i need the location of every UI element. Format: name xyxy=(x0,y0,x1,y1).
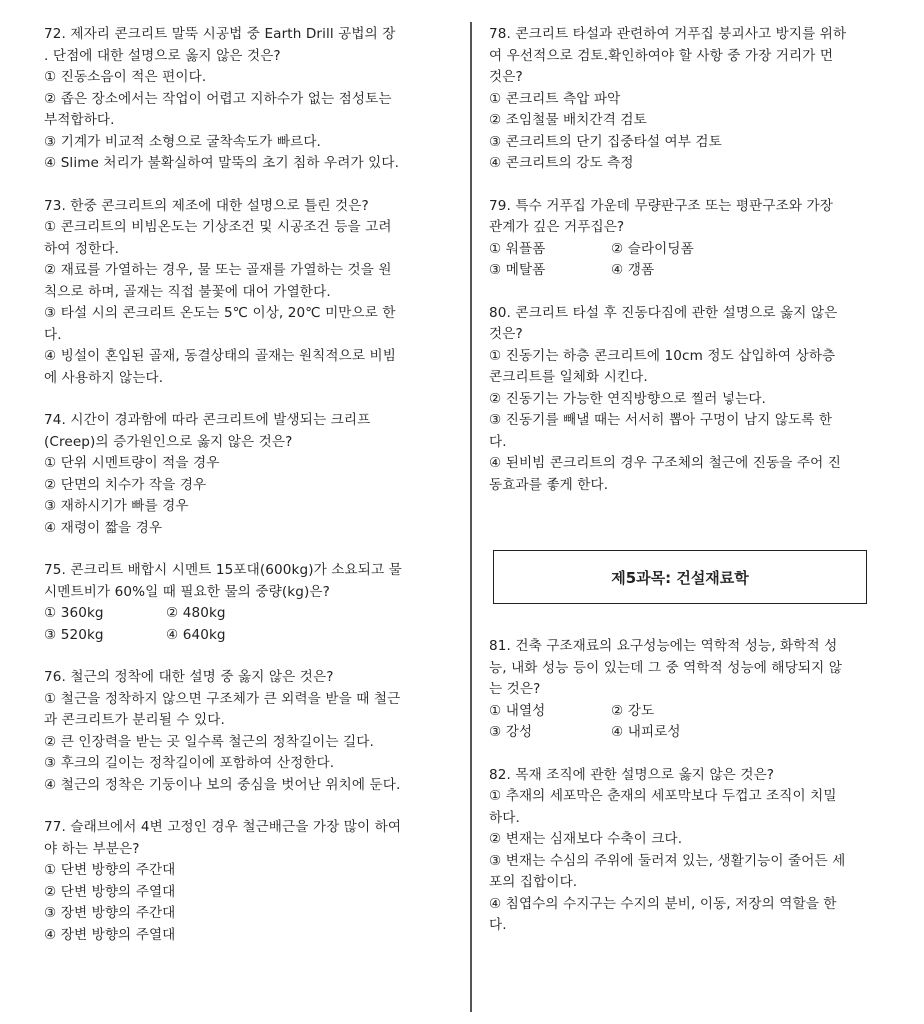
question-line: ③ 재하시기가 빠를 경우 xyxy=(44,498,189,514)
question-line: 82. 목재 조직에 관한 설명으로 옳지 않은 것은? xyxy=(489,766,775,783)
question-line: ③ 변재는 수심의 주위에 둘러져 있는, 생활기능이 줄어든 세 xyxy=(489,852,846,869)
question-line: ④ 침엽수의 수지구는 수지의 분비, 이동, 저장의 역할을 한 xyxy=(489,895,837,912)
choice-option: ② 슬라이딩폼 xyxy=(611,240,694,257)
question-line: 부적합하다. xyxy=(44,112,115,128)
choice-option: ② 480kg xyxy=(166,605,226,621)
question-line: ④ 콘크리트의 강도 측정 xyxy=(489,155,634,171)
question-block xyxy=(44,667,456,796)
question-block xyxy=(44,196,456,390)
question-line: 다. xyxy=(44,326,62,343)
question-line: ③ 진동기를 빼낼 때는 서서히 뽑아 구멍이 남지 않도록 한 xyxy=(489,412,833,428)
question-line: 것은? xyxy=(489,326,523,342)
question-line: ② 진동기는 가능한 연직방향으로 찔러 넣는다. xyxy=(489,390,766,407)
question-line: 79. 특수 거푸집 가운데 무량판구조 또는 평판구조와 가장 xyxy=(489,197,833,214)
choice-row xyxy=(44,625,456,647)
question-line: 여 우선적으로 검토.확인하여야 할 사항 중 가장 거리가 먼 xyxy=(489,47,834,64)
question-line: 칙으로 하며, 골재는 직접 불꽃에 대어 가열한다. xyxy=(44,283,331,300)
question-line: 80. 콘크리트 타설 후 진동다짐에 관한 설명으로 옳지 않은 xyxy=(489,304,838,321)
question-line: 73. 한중 콘크리트의 제조에 대한 설명으로 틀린 것은? xyxy=(44,197,369,214)
choice-option: ① 내열성 xyxy=(489,702,546,719)
question-line: ① 진동기는 하층 콘크리트에 10cm 정도 삽입하여 상하층 xyxy=(489,347,836,364)
question-block xyxy=(44,560,456,646)
question-block xyxy=(489,196,901,282)
question-line: ① 단변 방향의 주간대 xyxy=(44,862,176,878)
question-line: 것은? xyxy=(489,69,523,85)
question-line: ④ 빙설이 혼입된 골재, 동결상태의 골재는 원칙적으로 비빔 xyxy=(44,348,396,364)
column-divider xyxy=(470,22,472,1012)
question-line: 는 것은? xyxy=(489,681,541,697)
question-line: ③ 타설 시의 콘크리트 온도는 5℃ 이상, 20℃ 미만으로 한 xyxy=(44,305,396,321)
question-line: 포의 집합이다. xyxy=(489,874,578,890)
question-line: 과 콘크리트가 분리될 수 있다. xyxy=(44,712,225,728)
question-line: ② 재료를 가열하는 경우, 물 또는 골재를 가열하는 것을 원 xyxy=(44,262,392,278)
question-line: ① 진동소음이 적은 편이다. xyxy=(44,69,207,85)
choice-option: ① 360kg xyxy=(44,605,104,621)
question-line: 다. xyxy=(489,917,507,933)
question-line: ② 좁은 장소에서는 작업이 어렵고 지하수가 없는 점성토는 xyxy=(44,90,392,107)
question-line: 81. 건축 구조재료의 요구성능에는 역학적 성능, 화학적 성 xyxy=(489,638,838,654)
choice-option: ④ 갱폼 xyxy=(611,262,655,278)
question-line: 75. 콘크리트 배합시 시멘트 15포대(600kg)가 소요되고 물 xyxy=(44,562,402,578)
question-block xyxy=(44,410,456,539)
question-line: 동효과를 좋게 한다. xyxy=(489,476,609,493)
left-column xyxy=(44,24,456,967)
choice-row xyxy=(44,603,456,625)
question-line: 능, 내화 성능 등이 있는데 그 중 역학적 성능에 해당되지 않 xyxy=(489,659,842,676)
choice-row xyxy=(489,701,901,723)
question-line: ② 단변 방향의 주열대 xyxy=(44,883,176,900)
question-line: 74. 시간이 경과함에 따라 콘크리트에 발생되는 크리프 xyxy=(44,412,371,428)
choice-row xyxy=(489,722,901,744)
question-line: 시멘트비가 60%일 때 필요한 물의 중량(kg)은? xyxy=(44,583,330,600)
section-title-box xyxy=(493,550,867,604)
question-line: 다. xyxy=(489,433,507,450)
right-column-top xyxy=(489,24,901,517)
question-line: 관계가 깊은 거푸집은? xyxy=(489,219,625,235)
question-line: (Creep)의 증가원인으로 옳지 않은 것은? xyxy=(44,433,293,450)
question-line: 하다. xyxy=(489,809,520,826)
question-block xyxy=(489,765,901,937)
question-line: . 단점에 대한 설명으로 옳지 않은 것은? xyxy=(44,47,281,64)
question-line: 77. 슬래브에서 4변 고정인 경우 철근배근을 가장 많이 하여 xyxy=(44,819,402,835)
question-line: ② 단면의 치수가 작을 경우 xyxy=(44,476,207,493)
choice-option: ① 워플폼 xyxy=(489,240,546,257)
question-line: 야 하는 부분은? xyxy=(44,840,140,857)
question-line: ④ 재령이 짧을 경우 xyxy=(44,519,163,536)
question-line: ④ 된비빔 콘크리트의 경우 구조체의 철근에 진동을 주어 진 xyxy=(489,455,841,471)
question-line: ③ 후크의 길이는 정착길이에 포함하여 산정한다. xyxy=(44,755,335,771)
question-line: ④ Slime 처리가 불확실하여 말뚝의 초기 침하 우려가 있다. xyxy=(44,155,399,171)
section-title: 제5과목: 건설재료학 xyxy=(611,568,749,587)
question-line: ③ 장변 방향의 주간대 xyxy=(44,905,176,921)
question-block xyxy=(489,24,901,175)
question-line: 콘크리트를 일체화 시킨다. xyxy=(489,369,648,385)
choice-option: ③ 520kg xyxy=(44,626,104,643)
question-line: 78. 콘크리트 타설과 관련하여 거푸집 붕괴사고 방지를 위하 xyxy=(489,26,847,42)
choice-option: ④ 내피로성 xyxy=(611,724,681,740)
choice-row xyxy=(489,239,901,261)
right-column-bottom xyxy=(489,636,901,958)
question-line: ③ 기계가 비교적 소형으로 굴착속도가 빠르다. xyxy=(44,133,321,150)
question-block xyxy=(44,817,456,946)
question-line: 에 사용하지 않는다. xyxy=(44,369,164,386)
question-line: 하여 정한다. xyxy=(44,240,119,257)
question-line: ④ 철근의 정착은 기둥이나 보의 중심을 벗어난 위치에 둔다. xyxy=(44,776,401,793)
choice-row xyxy=(489,260,901,282)
choice-option: ③ 강성 xyxy=(489,724,533,740)
question-line: 72. 제자리 콘크리트 말뚝 시공법 중 Earth Drill 공법의 장 xyxy=(44,26,396,42)
question-line: 76. 철근의 정착에 대한 설명 중 옳지 않은 것은? xyxy=(44,669,334,685)
question-line: ① 추재의 세포막은 춘재의 세포막보다 두껍고 조직이 치밀 xyxy=(489,788,837,804)
question-line: ① 콘크리트의 비빔온도는 기상조건 및 시공조건 등을 고려 xyxy=(44,219,392,235)
question-line: ③ 콘크리트의 단기 집중타설 여부 검토 xyxy=(489,133,722,150)
question-line: ① 콘크리트 측압 파악 xyxy=(489,90,621,107)
question-block xyxy=(44,24,456,175)
choice-option: ④ 640kg xyxy=(166,626,226,643)
question-line: ② 변재는 심재보다 수축이 크다. xyxy=(489,831,683,847)
question-line: ④ 장변 방향의 주열대 xyxy=(44,926,176,943)
question-line: ② 조임철물 배치간격 검토 xyxy=(489,112,647,128)
question-line: ② 큰 인장력을 받는 곳 일수록 철근의 정착길이는 길다. xyxy=(44,733,374,750)
question-line: ① 철근을 정착하지 않으면 구조체가 큰 외력을 받을 때 철근 xyxy=(44,690,401,707)
choice-option: ② 강도 xyxy=(611,702,655,719)
choice-option: ③ 메탈폼 xyxy=(489,262,546,278)
question-line: ① 단위 시멘트량이 적을 경우 xyxy=(44,455,220,471)
question-block xyxy=(489,303,901,497)
question-block xyxy=(489,636,901,744)
